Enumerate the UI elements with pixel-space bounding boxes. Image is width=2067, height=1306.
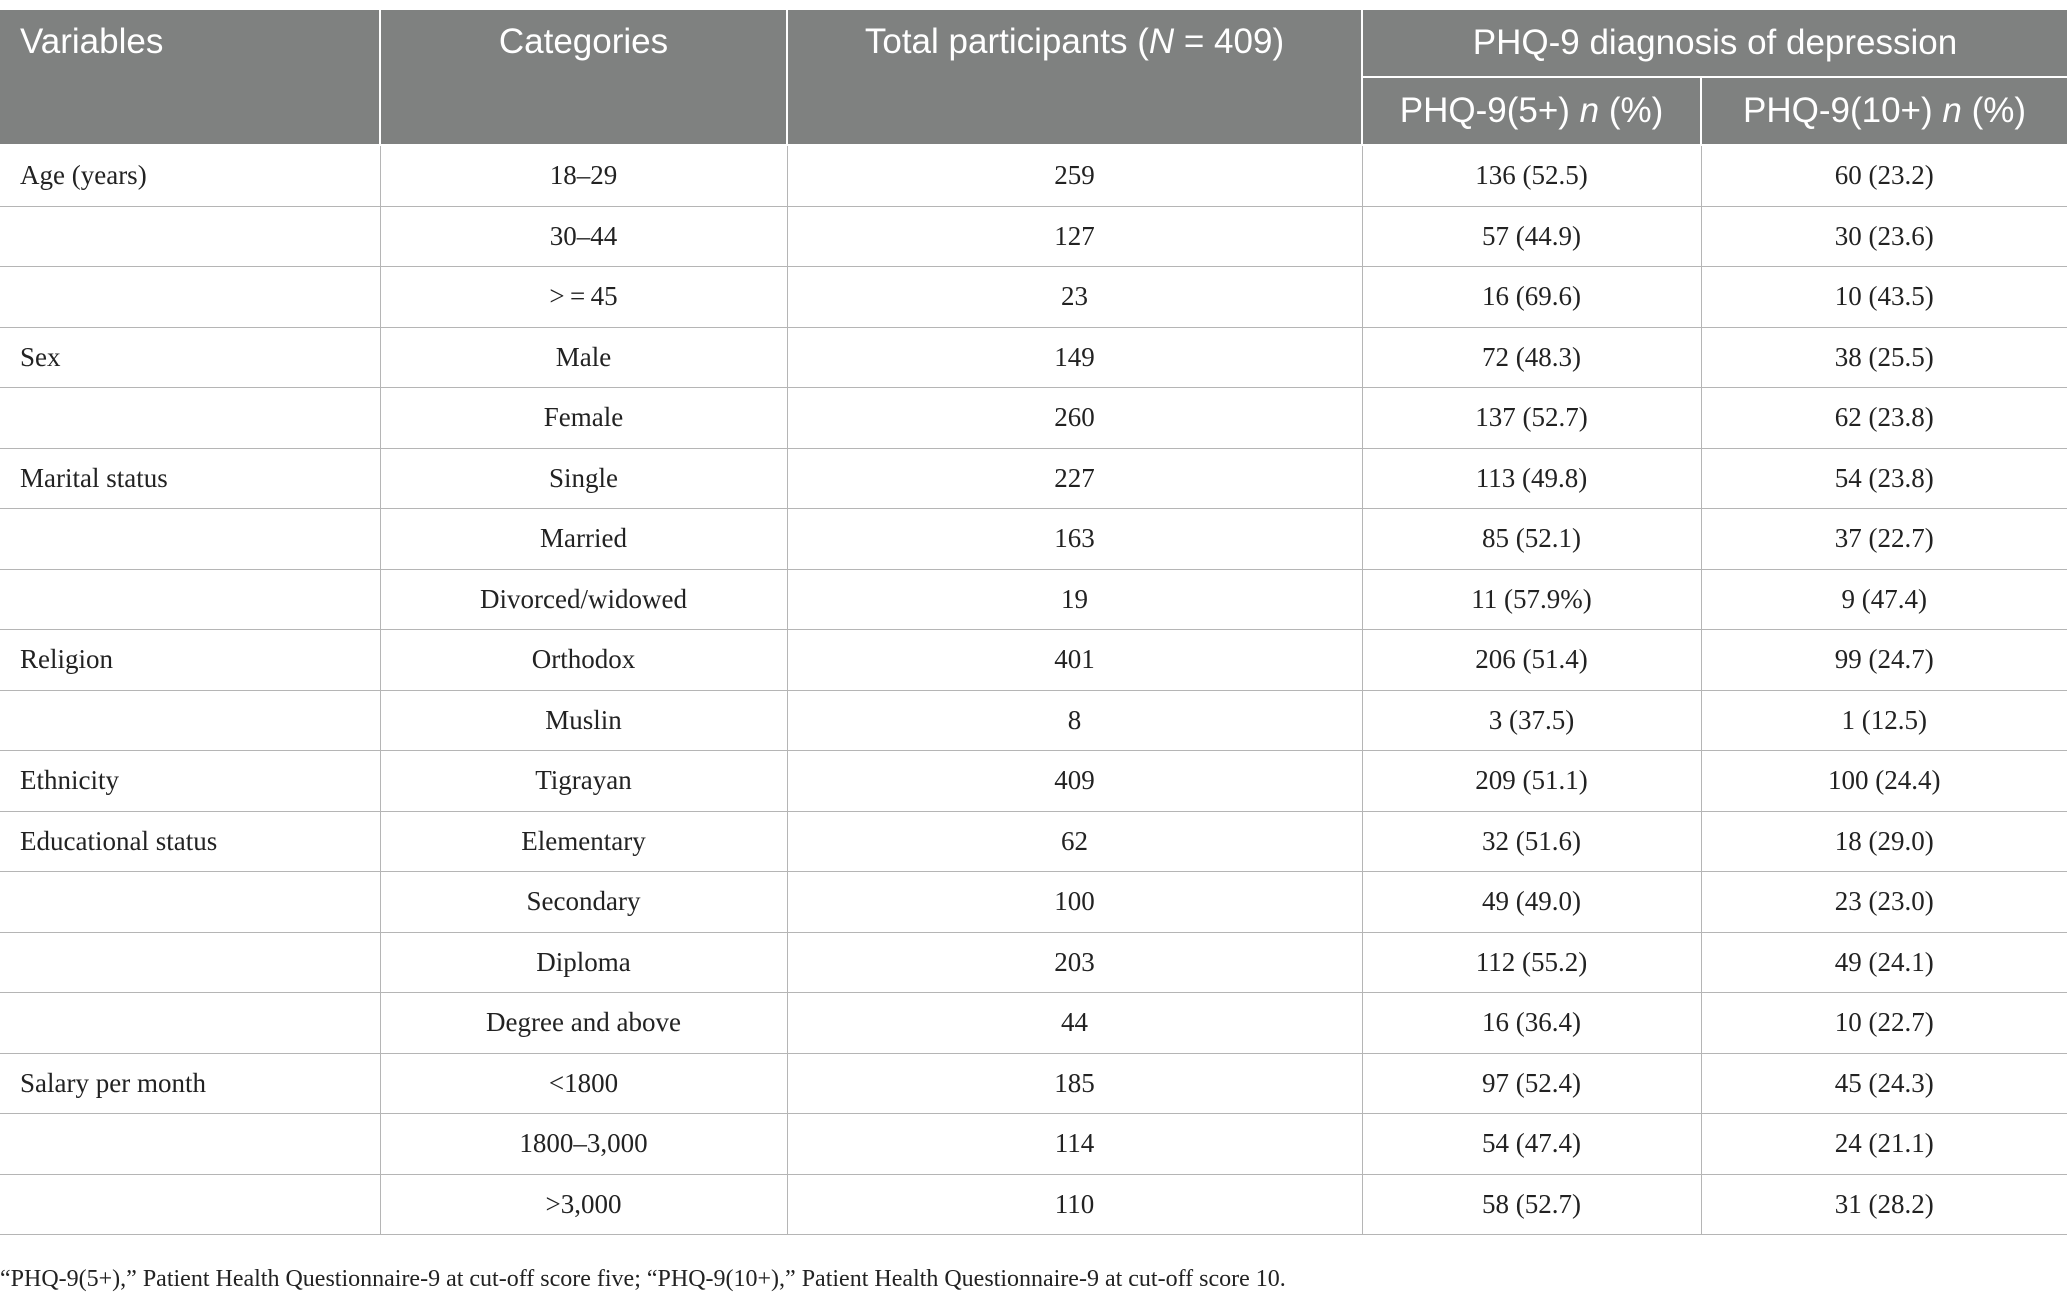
total-cell: 163 [787,509,1362,570]
category-cell: 1800–3,000 [380,1114,787,1175]
table-row [0,267,2067,328]
variable-cell: Salary per month [0,1053,380,1114]
phq9-5plus-cell: 113 (49.8) [1362,448,1701,509]
variable-cell [0,993,380,1054]
variable-cell: Religion [0,630,380,691]
phq9-10plus-cell: 23 (23.0) [1701,872,2067,933]
total-cell: 227 [787,448,1362,509]
variable-cell [0,388,380,449]
header-phq9-10plus: PHQ-9(10+) n (%) [1701,77,2067,145]
variable-cell: Educational status [0,811,380,872]
table-row [0,569,2067,630]
variable-cell [0,872,380,933]
phq9-5plus-cell: 3 (37.5) [1362,690,1701,751]
category-cell: Diploma [380,932,787,993]
phq9-5plus-cell: 97 (52.4) [1362,1053,1701,1114]
phq9-5plus-cell: 72 (48.3) [1362,327,1701,388]
table-row [0,1174,2067,1235]
total-cell: 127 [787,206,1362,267]
phq9-5plus-cell: 16 (36.4) [1362,993,1701,1054]
phq9-10plus-cell: 31 (28.2) [1701,1174,2067,1235]
phq9-10plus-cell: 38 (25.5) [1701,327,2067,388]
table-row [0,145,2067,206]
header-categories: Categories [380,10,787,145]
table-row [0,1114,2067,1175]
phq9-5plus-cell: 136 (52.5) [1362,145,1701,206]
variable-cell: Age (years) [0,145,380,206]
phq9-10plus-cell: 18 (29.0) [1701,811,2067,872]
total-cell: 203 [787,932,1362,993]
variable-cell [0,509,380,570]
table-row [0,1053,2067,1114]
category-cell: Male [380,327,787,388]
table-header [0,10,2067,145]
phq9-5plus-cell: 57 (44.9) [1362,206,1701,267]
phq9-10plus-cell: 62 (23.8) [1701,388,2067,449]
category-cell: Secondary [380,872,787,933]
variable-cell [0,1114,380,1175]
total-cell: 23 [787,267,1362,328]
phq9-5plus-cell: 209 (51.1) [1362,751,1701,812]
total-cell: 149 [787,327,1362,388]
phq9-10plus-cell: 37 (22.7) [1701,509,2067,570]
header-variables: Variables [0,10,380,145]
phq9-10plus-cell: 10 (22.7) [1701,993,2067,1054]
total-cell: 259 [787,145,1362,206]
variable-cell [0,932,380,993]
table-row [0,630,2067,691]
phq9-5plus-cell: 49 (49.0) [1362,872,1701,933]
phq9-5plus-cell: 32 (51.6) [1362,811,1701,872]
category-cell: >3,000 [380,1174,787,1235]
total-cell: 114 [787,1114,1362,1175]
phq9-10plus-cell: 9 (47.4) [1701,569,2067,630]
total-cell: 401 [787,630,1362,691]
total-cell: 44 [787,993,1362,1054]
table-row [0,206,2067,267]
table-footnote: “PHQ-9(5+),” Patient Health Questionnaire-9 at cut-off score five; “PHQ-9(10+),” Patient Health Questionnaire-9 at cut-off score 10. [0,1266,1286,1292]
category-cell: Elementary [380,811,787,872]
phq9-10plus-cell: 45 (24.3) [1701,1053,2067,1114]
phq9-10plus-cell: 60 (23.2) [1701,145,2067,206]
phq9-5plus-cell: 85 (52.1) [1362,509,1701,570]
table-row [0,811,2067,872]
table-row [0,690,2067,751]
category-cell: Muslin [380,690,787,751]
category-cell: <1800 [380,1053,787,1114]
category-cell: 18–29 [380,145,787,206]
total-cell: 409 [787,751,1362,812]
total-cell: 260 [787,388,1362,449]
variable-cell [0,267,380,328]
phq9-5plus-cell: 54 (47.4) [1362,1114,1701,1175]
category-cell: Divorced/widowed [380,569,787,630]
phq9-10plus-cell: 100 (24.4) [1701,751,2067,812]
header-phq9-5plus: PHQ-9(5+) n (%) [1362,77,1701,145]
phq9-5plus-cell: 137 (52.7) [1362,388,1701,449]
phq9-5plus-cell: 112 (55.2) [1362,932,1701,993]
category-cell: Tigrayan [380,751,787,812]
category-cell: Degree and above [380,993,787,1054]
variable-cell: Sex [0,327,380,388]
category-cell: Orthodox [380,630,787,691]
category-cell: Single [380,448,787,509]
variable-cell [0,206,380,267]
table-row [0,327,2067,388]
phq9-5plus-cell: 16 (69.6) [1362,267,1701,328]
data-table-container [0,10,2067,1235]
total-cell: 100 [787,872,1362,933]
variable-cell [0,1174,380,1235]
table-row [0,509,2067,570]
variable-cell [0,690,380,751]
category-cell: > = 45 [380,267,787,328]
phq9-10plus-cell: 54 (23.8) [1701,448,2067,509]
phq9-10plus-cell: 24 (21.1) [1701,1114,2067,1175]
phq9-5plus-cell: 11 (57.9%) [1362,569,1701,630]
total-cell: 19 [787,569,1362,630]
category-cell: Married [380,509,787,570]
table-row [0,448,2067,509]
variable-cell: Ethnicity [0,751,380,812]
variable-cell: Marital status [0,448,380,509]
table-row [0,751,2067,812]
table-row [0,932,2067,993]
phq9-5plus-cell: 58 (52.7) [1362,1174,1701,1235]
table-body [0,145,2067,1235]
table-row [0,872,2067,933]
depression-table [0,10,2067,1235]
phq9-10plus-cell: 49 (24.1) [1701,932,2067,993]
phq9-10plus-cell: 30 (23.6) [1701,206,2067,267]
total-cell: 110 [787,1174,1362,1235]
phq9-10plus-cell: 1 (12.5) [1701,690,2067,751]
table-row [0,388,2067,449]
variable-cell [0,569,380,630]
table-row [0,993,2067,1054]
phq9-10plus-cell: 99 (24.7) [1701,630,2067,691]
total-cell: 185 [787,1053,1362,1114]
category-cell: 30–44 [380,206,787,267]
total-cell: 8 [787,690,1362,751]
phq9-10plus-cell: 10 (43.5) [1701,267,2067,328]
header-phq9-diagnosis: PHQ-9 diagnosis of depression [1362,10,2067,77]
header-total-participants: Total participants (N = 409) [787,10,1362,145]
total-cell: 62 [787,811,1362,872]
phq9-5plus-cell: 206 (51.4) [1362,630,1701,691]
category-cell: Female [380,388,787,449]
